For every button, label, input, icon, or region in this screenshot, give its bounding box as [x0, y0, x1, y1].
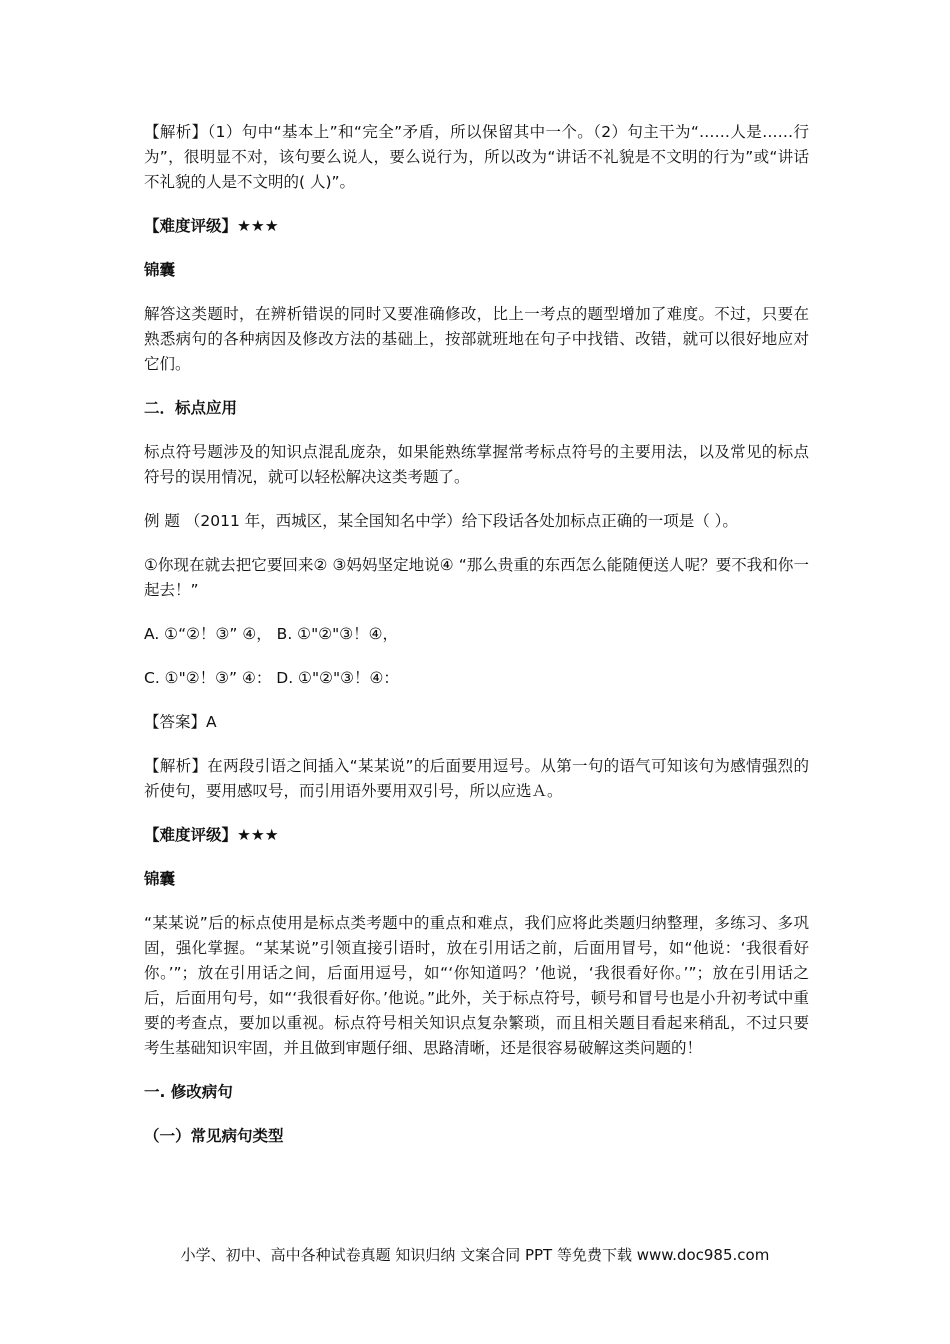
difficulty-rating-1	[144, 214, 809, 239]
section-heading-punctuation: 二．标点应用	[144, 399, 238, 417]
subsection-heading-common-errors: （一）常见病句类型	[144, 1127, 284, 1145]
difficulty-label: 【难度评级】	[144, 217, 238, 235]
tips-paragraph-1: 解答这类题时，在辨析错误的同时又要准确修改，比上一考点的题型增加了难度。不过，只要在熟悉病句的各种病因及修改方法的基础上，按部就班地在句子中找错、改错，就可以很好地应对它们。	[144, 305, 809, 373]
analysis-paragraph-1: 【解析】（1）句中“基本上”和“完全”矛盾，所以保留其中一个。（2）句主干为“……人是……行为”，很明显不对，该句要么说人，要么说行为，所以改为“讲话不礼貌是不文明的行为”或“讲话不礼貌的人是不文明的( 人)”。	[144, 123, 809, 191]
analysis-paragraph-2: 【解析】在两段引语之间插入“某某说”的后面要用逗号。从第一句的语气可知该句为感情强烈的祈使句，要用感叹号，而引用语外要用双引号，所以应选Ａ。	[144, 757, 809, 800]
difficulty-rating-2	[144, 823, 809, 848]
document-body	[144, 120, 809, 1168]
tips-heading-2: 锦囊	[144, 870, 176, 888]
star-rating: ★★★	[237, 826, 279, 844]
example-question: 例 题 （2011 年，西城区，某全国知名中学）给下段话各处加标点正确的一项是（ ）。	[144, 512, 738, 530]
answer-line: 【答案】A	[144, 713, 217, 731]
tips-heading-1: 锦囊	[144, 261, 176, 279]
page-footer: 小学、初中、高中各种试卷真题 知识归纳 文案合同 PPT 等免费下载 www.doc985.com	[180, 1246, 770, 1264]
star-rating: ★★★	[237, 217, 279, 235]
example-passage: ①你现在就去把它要回来② ③妈妈坚定地说④ “那么贵重的东西怎么能随便送人呢？要不我和你一起去！”	[144, 556, 809, 599]
punctuation-intro-paragraph: 标点符号题涉及的知识点混乱庞杂，如果能熟练掌握常考标点符号的主要用法，以及常见的标点符号的误用情况，就可以轻松解决这类考题了。	[144, 443, 809, 486]
tips-paragraph-2: “某某说”后的标点使用是标点类考题中的重点和难点，我们应将此类题归纳整理，多练习、多巩固，强化掌握。“某某说”引领直接引语时，放在引用话之前，后面用冒号，如“他说：‘我很看好你。’”；放在引用话之间，后面用逗号，如“‘你知道吗？’他说，‘我很看好你。’”；放在引用话之后，后面用句号，如“‘我很看好你。’他说。”此外，关于标点符号，顿号和冒号也是小升初考试中重要的考查点，要加以重视。标点符号相关知识点复杂繁琐，而且相关题目看起来稍乱，不过只要考生基础知识牢固，并且做到审题仔细、思路清晰，还是很容易破解这类问题的！	[144, 914, 809, 1057]
section-heading-sentence-correction: 一. 修改病句	[144, 1083, 233, 1101]
option-row-ab: A. ①“②！③” ④， B. ①"②"③！④，	[144, 625, 399, 643]
option-row-cd: C. ①"②！③” ④： D. ①"②"③！④：	[144, 669, 399, 687]
difficulty-label: 【难度评级】	[144, 826, 238, 844]
